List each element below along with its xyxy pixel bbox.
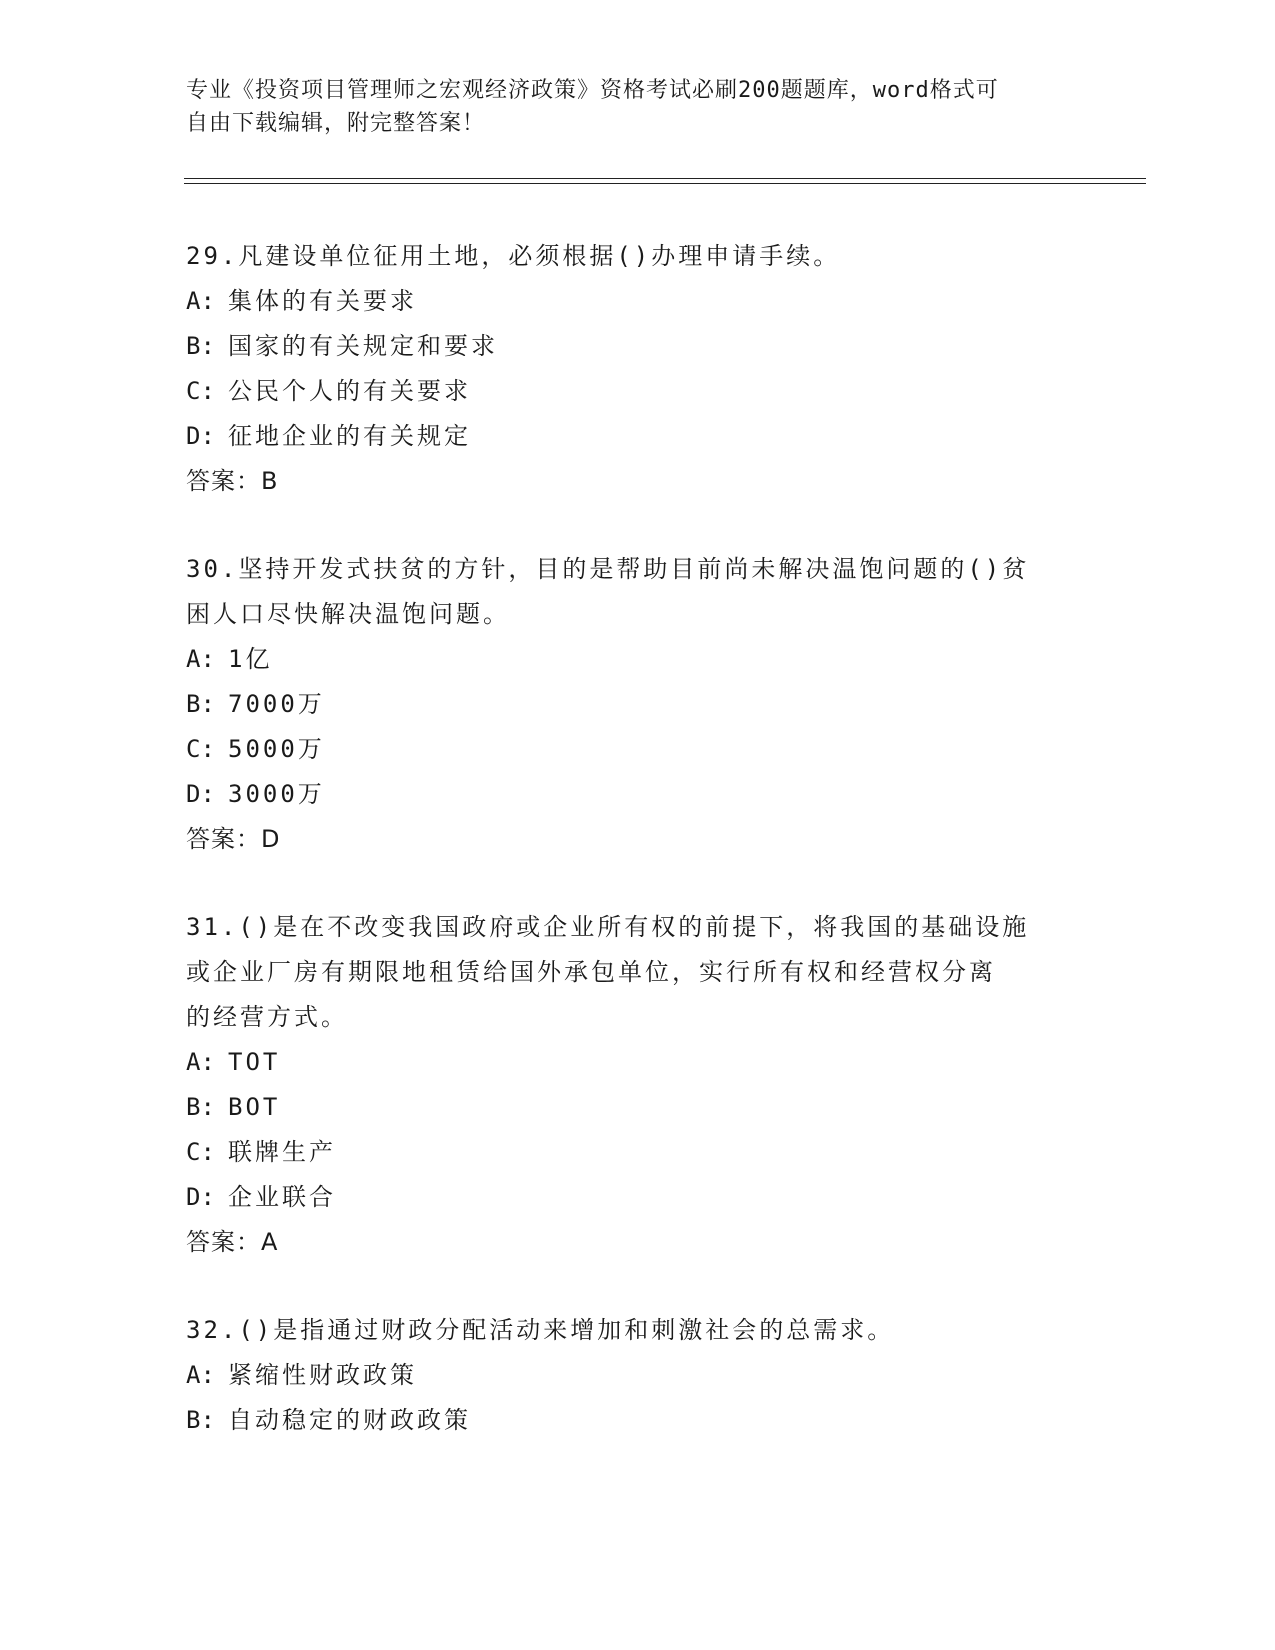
option-text: 征地企业的有关规定 [228,422,471,450]
option-b [186,1398,1086,1443]
question-29 [186,234,1086,504]
question-list [186,234,1086,1486]
option-a [186,1353,1086,1398]
option-text: 自动稳定的财政政策 [228,1406,471,1434]
answer-line: 答案：B [186,467,279,495]
question-stem-line-2: 或企业厂房有期限地租赁给国外承包单位，实行所有权和经营权分离 [186,958,996,986]
answer-line: 答案：D [186,825,281,853]
option-text: 企业联合 [228,1183,336,1211]
option-text: 5000万 [228,735,325,763]
question-stem-line-1: 30.坚持开发式扶贫的方针，目的是帮助目前尚未解决温饱问题的()贫 [186,555,1030,583]
option-letter: D: [186,780,215,808]
option-text: 国家的有关规定和要求 [228,332,498,360]
answer-line: 答案：A [186,1228,279,1256]
option-a [186,1040,1086,1085]
question-stem-line-1: 31.()是在不改变我国政府或企业所有权的前提下，将我国的基础设施 [186,913,1030,941]
option-letter: C: [186,735,215,763]
option-text: 公民个人的有关要求 [228,377,471,405]
option-letter: B: [186,690,215,718]
option-letter: A: [186,1361,215,1389]
option-b [186,682,1086,727]
question-stem-line-2: 困人口尽快解决温饱问题。 [186,600,510,628]
option-d [186,772,1086,817]
question-31 [186,905,1086,1265]
option-a [186,279,1086,324]
option-d [186,414,1086,459]
option-a [186,637,1086,682]
option-letter: B: [186,332,215,360]
document-header [186,74,1086,140]
option-b [186,324,1086,369]
option-text: TOT [228,1048,281,1076]
header-line-2: 自由下载编辑，附完整答案！ [186,111,486,136]
question-stem: 29.凡建设单位征用土地，必须根据()办理申请手续。 [186,242,841,270]
option-text: 3000万 [228,780,325,808]
option-text: 联牌生产 [228,1138,336,1166]
option-text: 1亿 [228,645,273,673]
option-letter: A: [186,1048,215,1076]
option-c [186,369,1086,414]
option-letter: B: [186,1093,215,1121]
header-divider-bottom [184,183,1146,184]
option-text: 集体的有关要求 [228,287,417,315]
option-letter: C: [186,1138,215,1166]
question-stem-line-3: 的经营方式。 [186,1003,348,1031]
option-text: BOT [228,1093,281,1121]
option-c [186,727,1086,772]
question-30 [186,547,1086,862]
option-text: 紧缩性财政政策 [228,1361,417,1389]
header-line-1: 专业《投资项目管理师之宏观经济政策》资格考试必刷200题题库，word格式可 [186,78,999,103]
option-b [186,1085,1086,1130]
option-d [186,1175,1086,1220]
option-letter: D: [186,1183,215,1211]
question-stem: 32.()是指通过财政分配活动来增加和刺激社会的总需求。 [186,1316,895,1344]
option-c [186,1130,1086,1175]
header-divider-top [184,178,1146,179]
question-32 [186,1308,1086,1443]
option-letter: C: [186,377,215,405]
option-letter: B: [186,1406,215,1434]
option-letter: A: [186,645,215,673]
option-letter: A: [186,287,215,315]
option-text: 7000万 [228,690,325,718]
option-letter: D: [186,422,215,450]
